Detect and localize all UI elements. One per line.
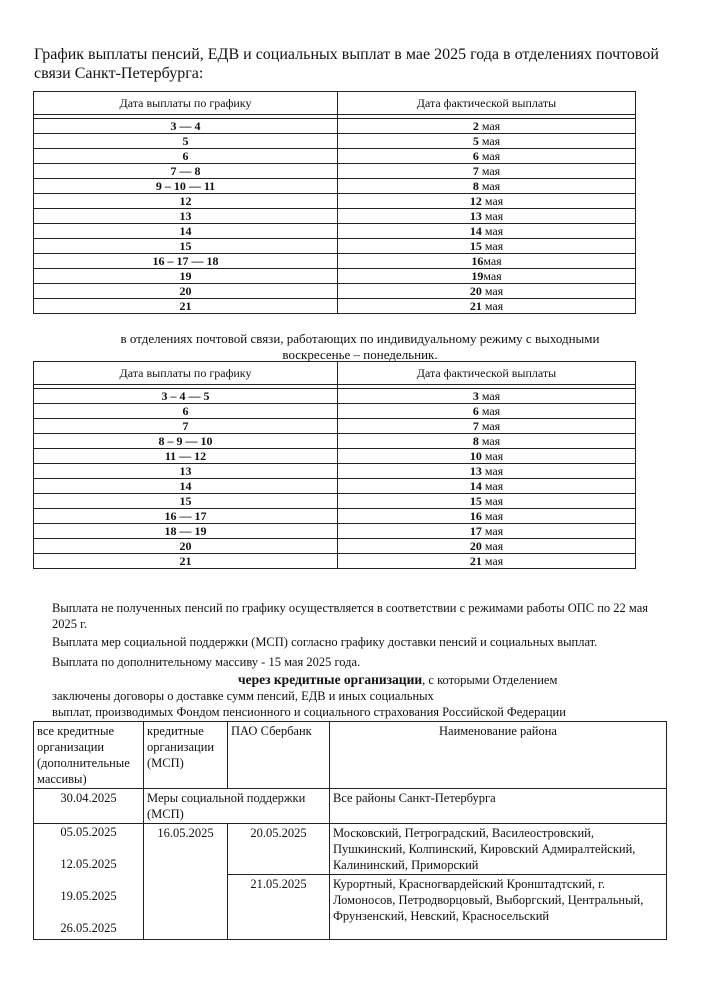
actual-date-day: 6 [472,404,479,418]
actual-date-day: 5 [472,134,479,148]
actual-date-cell [338,404,636,419]
actual-date-cell [338,509,636,524]
actual-date-cell [338,134,636,149]
date-item: 12.05.2025 [60,857,117,871]
actual-date-cell [338,434,636,449]
actual-date-month: мая [478,404,501,418]
column-header-actual-date: Дата фактической выплаты [338,362,636,385]
credit-orgs-rest: , с которыми Отделением [422,673,558,687]
actual-date-day: 10 [469,449,482,463]
actual-date-cell [338,464,636,479]
actual-date-day: 14 [469,479,482,493]
actual-date-cell [338,149,636,164]
table-row [34,464,636,479]
actual-date-day: 16 [471,254,484,268]
table-row [34,254,636,269]
schedule-table-individual-body [34,385,636,569]
districts-group-1: Московский, Петроградский, Василеостровский, Пушкинский, Колпинский, Кировский Адмиралтейский, Калининский, Приморский [330,824,667,875]
actual-date-month: мая [481,524,504,538]
sberbank-date-1: 20.05.2025 [228,824,330,875]
date-item: 19.05.2025 [60,889,117,903]
actual-date-month: мая [481,479,504,493]
actual-date-month: мая [481,494,504,508]
scheduled-date-cell: 7 [34,419,338,434]
scheduled-date-cell: 13 [34,209,338,224]
scheduled-date-cell: 13 [34,464,338,479]
actual-date-month: мая [481,194,504,208]
table-row [34,419,636,434]
actual-date-day: 20 [469,284,482,298]
actual-date-month: мая [481,509,504,523]
table-row [34,164,636,179]
actual-date-cell [338,299,636,314]
scheduled-date-cell: 20 [34,539,338,554]
actual-date-day: 3 [472,389,479,403]
row-all-districts: Все районы Санкт-Петербурга [330,789,667,824]
actual-date-cell [338,119,636,134]
actual-date-month: мая [481,464,504,478]
actual-date-month: мая [478,119,501,133]
row-msp-label: Меры социальной поддержки (МСП) [144,789,330,824]
table-row [34,149,636,164]
actual-date-month: мая [483,269,502,283]
table-row [34,299,636,314]
paragraph-additional-array: Выплата по дополнительному массиву - 15 мая 2025 года. [52,655,361,669]
actual-date-day: 19 [471,269,484,283]
actual-date-cell [338,209,636,224]
actual-date-cell [338,224,636,239]
scheduled-date-cell: 3 — 4 [34,119,338,134]
scheduled-date-cell: 3 – 4 — 5 [34,389,338,404]
column-header-scheduled-date: Дата выплаты по графику [34,362,338,385]
scheduled-date-cell: 11 — 12 [34,449,338,464]
actual-date-cell [338,554,636,569]
header-all-credit-orgs: все кредитные организации (дополнительные массивы) [34,722,144,789]
actual-date-cell [338,254,636,269]
table-row [34,179,636,194]
page-title: График выплаты пенсий, ЕДВ и социальных выплат в мае 2025 года в отделениях почтовой связи Санкт-Петербурга: [34,46,659,82]
table-row [34,434,636,449]
header-credit-orgs-msp: кредитные организации (МСП) [144,722,228,789]
actual-date-day: 16 [469,509,482,523]
table-row [34,269,636,284]
actual-date-day: 7 [472,419,479,433]
actual-date-month: мая [478,179,501,193]
actual-date-cell [338,449,636,464]
paragraph-credit-orgs [238,672,658,688]
table-row [34,224,636,239]
actual-date-cell [338,389,636,404]
table-row [34,119,636,134]
actual-date-month: мая [478,389,501,403]
scheduled-date-cell: 6 [34,149,338,164]
credit-orgs-bold: через кредитные организации [238,672,423,687]
table-row [34,284,636,299]
actual-date-month: мая [481,449,504,463]
scheduled-date-cell: 21 [34,554,338,569]
actual-date-month: мая [478,134,501,148]
paragraph-contracts: заключены договоры о доставке сумм пенсий, ЕДВ и иных социальных [52,689,434,703]
table-row [34,539,636,554]
date-item: 05.05.2025 [60,825,117,839]
scheduled-date-cell: 12 [34,194,338,209]
actual-date-day: 15 [469,494,482,508]
schedule-table-individual [33,361,636,569]
scheduled-date-cell: 9 – 10 — 11 [34,179,338,194]
paragraph-msp: Выплата мер социальной поддержки (МСП) согласно графику доставки пенсий и социальных выплат. [52,635,598,649]
scheduled-date-cell: 15 [34,239,338,254]
actual-date-cell [338,494,636,509]
table-row [34,404,636,419]
scheduled-date-cell: 19 [34,269,338,284]
column-header-actual-date: Дата фактической выплаты [338,92,636,115]
actual-date-month: мая [478,149,501,163]
actual-date-day: 21 [469,299,482,313]
header-district: Наименование района [330,722,667,789]
table-row [34,524,636,539]
scheduled-date-cell: 15 [34,494,338,509]
actual-date-cell [338,479,636,494]
table-row [34,389,636,404]
actual-date-day: 8 [472,434,479,448]
table-row [34,209,636,224]
actual-date-month: мая [478,434,501,448]
table-row [34,194,636,209]
actual-date-cell [338,239,636,254]
actual-date-month: мая [481,299,504,313]
actual-date-cell [338,539,636,554]
schedule-table-main-body [34,115,636,314]
actual-date-cell [338,179,636,194]
actual-date-cell [338,524,636,539]
actual-date-cell [338,164,636,179]
actual-date-day: 13 [469,464,482,478]
districts-group-2: Курортный, Красногвардейский Кронштадтский, г. Ломоносов, Петродворцовый, Выборгский, Центральный, Фрунзенский, Невский, Красносельский [330,875,667,940]
column-header-scheduled-date: Дата выплаты по графику [34,92,338,115]
actual-date-day: 21 [469,554,482,568]
actual-date-day: 7 [472,164,479,178]
scheduled-date-cell: 18 — 19 [34,524,338,539]
table-row [34,509,636,524]
actual-date-month: мая [481,539,504,553]
credit-org-table [33,721,667,940]
row-date-0430: 30.04.2025 [34,789,144,824]
table-row [34,494,636,509]
actual-date-cell [338,284,636,299]
paragraph-unreceived-pensions: Выплата не полученных пенсий по графику осуществляется в соответствии с режимами работы ОПС по 22 мая 2025 г. [52,601,649,631]
table-row [34,239,636,254]
scheduled-date-cell: 6 [34,404,338,419]
additional-array-dates [34,824,144,940]
actual-date-cell [338,419,636,434]
scheduled-date-cell: 16 – 17 — 18 [34,254,338,269]
actual-date-month: мая [481,209,504,223]
scheduled-date-cell: 7 — 8 [34,164,338,179]
scheduled-date-cell: 14 [34,479,338,494]
table-row [34,554,636,569]
actual-date-day: 6 [472,149,479,163]
actual-date-day: 12 [469,194,482,208]
schedule-table-main [33,91,636,314]
actual-date-cell [338,194,636,209]
scheduled-date-cell: 16 — 17 [34,509,338,524]
actual-date-day: 8 [472,179,479,193]
table-row [34,134,636,149]
header-sberbank: ПАО Сбербанк [228,722,330,789]
scheduled-date-cell: 20 [34,284,338,299]
scheduled-date-cell: 5 [34,134,338,149]
table-row [34,449,636,464]
scheduled-date-cell: 14 [34,224,338,239]
actual-date-month: мая [478,164,501,178]
actual-date-day: 14 [469,224,482,238]
actual-date-day: 13 [469,209,482,223]
scheduled-date-cell: 8 – 9 — 10 [34,434,338,449]
msp-date: 16.05.2025 [144,824,228,940]
actual-date-day: 20 [469,539,482,553]
sberbank-date-2: 21.05.2025 [228,875,330,940]
actual-date-month: мая [481,284,504,298]
table-row [34,479,636,494]
actual-date-month: мая [478,419,501,433]
actual-date-day: 15 [469,239,482,253]
scheduled-date-cell: 21 [34,299,338,314]
paragraph-fund: выплат, производимых Фондом пенсионного и социального страхования Российской Федерации [52,705,566,719]
actual-date-cell [338,269,636,284]
date-item: 26.05.2025 [60,921,117,935]
individual-mode-note: в отделениях почтовой связи, работающих по индивидуальному режиму с выходными воскресенье – понедельник. [120,331,600,362]
actual-date-month: мая [481,554,504,568]
actual-date-day: 17 [469,524,482,538]
actual-date-month: мая [483,254,502,268]
actual-date-day: 2 [472,119,479,133]
actual-date-month: мая [481,239,504,253]
actual-date-month: мая [481,224,504,238]
